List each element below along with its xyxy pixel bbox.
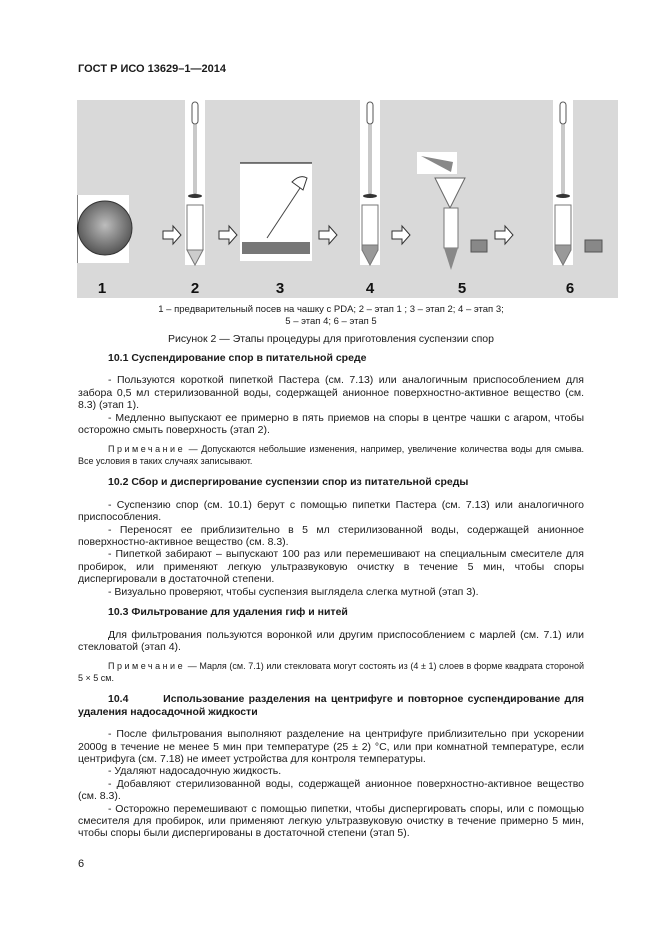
paragraph: - Суспензию спор (см. 10.1) берут с помощью пипетки Пастера (см. 7.13) или аналогичного приспособления. — [78, 498, 584, 524]
section-heading: 10.2 Сбор и диспергирование суспензии спор из питательной среды — [108, 476, 469, 489]
note-label: Примечание — [108, 444, 186, 455]
figure-legend: 5 – этап 4; 6 – этап 5 — [285, 316, 377, 327]
step-label: 3 — [275, 280, 285, 297]
step-label: 2 — [190, 280, 200, 297]
tube-pipette-icon — [360, 100, 380, 265]
paragraph: Для фильтрования пользуются воронкой или другим приспособлением с марлей (см. 7.1) или стекловатой (этап 4). — [78, 628, 584, 653]
figure-title: Рисунок 2 — Этапы процедуры для приготовления суспензии спор — [168, 333, 494, 345]
figure-legend: 1 – предварительный посев на чашку с PDA; 2 – этап 1 ; 3 – этап 2; 4 – этап 3; — [158, 304, 504, 315]
paragraph: - Удаляют надосадочную жидкость. — [108, 765, 282, 778]
paragraph: - После фильтрования выполняют разделение на центрифуге приблизительно при ускорении 2000g в течение не менее 5 мин при температуре (25 ± 2) °С, или при комнатной температуре, если центрифуга (см. 7.18) не имеет устройства для контроля температуры. — [78, 728, 584, 765]
note-text: — Допускаются небольшие изменения, например, увеличение количества воды для смыва. Все условия в таких случаях записывают. — [78, 444, 584, 466]
step-label: 4 — [365, 280, 375, 297]
tube-pipette-icon — [185, 100, 205, 265]
paragraph: - Осторожно перемешивают с помощью пипетки, чтобы диспергировать споры, или с помощью смесителя для пробирок, или применяют легкую ультразвуковую очистку в течение примерно 5 мин, чтобы споры были диспергированы в достаточной степени (этап 5). — [78, 802, 584, 840]
section-heading: 10.3 Фильтрование для удаления гиф и нитей — [108, 606, 348, 619]
paragraph: - Медленно выпускают ее примерно в пять приемов на споры в центре чашки с агаром, чтобы осторожно смыть поверхность (этап 2). — [78, 411, 584, 437]
agar-plate-hand-icon — [240, 163, 312, 261]
paragraph: - Добавляют стерилизованной воды, содержащей анионное поверхностно-активное вещество (см. 8.3). — [78, 777, 584, 803]
document-header: ГОСТ Р ИСО 13629–1—2014 — [78, 63, 226, 75]
figure-procedure-steps — [77, 100, 618, 298]
note-label: Примечание — [108, 661, 186, 672]
page-number: 6 — [78, 858, 85, 870]
note — [78, 661, 584, 684]
note — [78, 444, 584, 467]
paragraph: - Переносят ее приблизительно в 5 мл стерилизованной воды, содержащей анионное поверхностно-активное вещество (см. 8.3). — [78, 523, 584, 549]
paragraph: - Пипеткой забирают – выпускают 100 раз или перемешивают на специальным смесителе для пробирок, или применяют легкую ультразвуковую очистку в течение 5 мин, чтобы споры диспергировали в достаточной степени. — [78, 548, 584, 586]
section-heading: 10.1 Суспендирование спор в питательной среде — [108, 352, 367, 364]
note-text: — Марля (см. 7.1) или стекловата могут состоять из (4 ± 1) слоев в форме квадрата стороной 5 × 5 см. — [78, 661, 584, 683]
petri-dish-icon — [77, 195, 132, 263]
step-label: 5 — [457, 280, 467, 297]
paragraph: - Пользуются короткой пипеткой Пастера (см. 7.13) или аналогичным приспособлением для забора 0,5 мл стерилизованной воды, содержащей анионное поверхностно-активное вещество (см. 8.3) (этап 1). — [78, 374, 584, 412]
step-label: 6 — [565, 280, 575, 297]
paragraph: - Визуально проверяют, чтобы суспензия выглядела слегка мутной (этап 3). — [108, 585, 479, 598]
section-heading: 10.4 Использование разделения на центрифуге и повторное суспендирование для удаления надосадочной жидкости — [78, 693, 587, 718]
document-body — [78, 352, 587, 840]
step-label: 1 — [97, 280, 107, 297]
